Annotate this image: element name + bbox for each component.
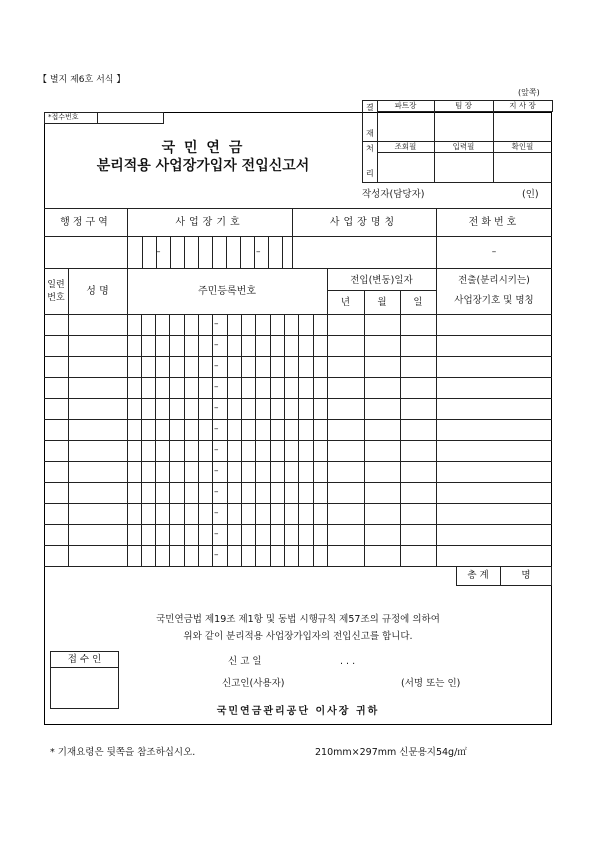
resident-number-cell (198, 377, 199, 398)
transfer-out-header-1: 전출(분리시키는) (458, 275, 530, 286)
resident-number-cell (255, 377, 256, 398)
name-header: 성 명 (86, 286, 109, 297)
code-cell-divider (226, 236, 227, 268)
resident-number-cell (241, 377, 242, 398)
resident-number-cell (284, 419, 285, 440)
form-title-line2: 분리적용 사업장가입자 전입신고서 (96, 158, 310, 174)
resident-number-cell (169, 398, 170, 419)
resident-number-cell (313, 398, 314, 419)
resident-number-cell (284, 440, 285, 461)
report-date-label: 신 고 일 (228, 656, 262, 667)
total-label: 총 계 (467, 570, 489, 581)
resident-number-cell (169, 482, 170, 503)
resident-number-cell (227, 440, 228, 461)
writer-label: 작성자(담당자) (362, 189, 425, 200)
resident-number-cell (241, 314, 242, 335)
resident-number-cell (141, 503, 142, 524)
resident-number-cell (198, 503, 199, 524)
resident-number-cell (141, 440, 142, 461)
resident-number-cell (313, 524, 314, 545)
resident-number-cell (212, 503, 213, 524)
phone-dash: – (491, 247, 497, 257)
resident-number-cell (184, 314, 185, 335)
resident-number-cell (270, 440, 271, 461)
resident-number-cell (313, 314, 314, 335)
code-cell-divider (198, 236, 199, 268)
resident-number-cell (241, 482, 242, 503)
resident-number-cell (241, 356, 242, 377)
resident-number-dash: – (214, 550, 219, 560)
approval-inquiry: 조회필 (394, 142, 417, 151)
resident-number-cell (270, 314, 271, 335)
workplace-name-header: 사업장명칭 (329, 217, 399, 228)
sign-label: (서명 또는 인) (401, 678, 461, 689)
resident-number-cell (270, 335, 271, 356)
resident-number-cell (298, 545, 299, 566)
resident-number-cell (227, 356, 228, 377)
resident-number-cell (284, 461, 285, 482)
resident-number-dash: – (214, 382, 219, 392)
resident-number-cell (241, 545, 242, 566)
resident-number-cell (313, 482, 314, 503)
resident-number-cell (184, 461, 185, 482)
resident-number-cell (141, 482, 142, 503)
resident-number-cell (212, 545, 213, 566)
resident-number-cell (241, 335, 242, 356)
approval-branch-head: 지 사 장 (509, 101, 536, 110)
resident-number-cell (298, 524, 299, 545)
serial-header-2: 번호 (47, 293, 65, 303)
resident-number-cell (284, 356, 285, 377)
resident-number-cell (212, 398, 213, 419)
transfer-date-header: 전입(변동)일자 (350, 275, 413, 286)
resident-number-cell (270, 398, 271, 419)
resident-number-cell (270, 356, 271, 377)
resident-number-cell (298, 419, 299, 440)
admin-region-header: 행정구역 (60, 217, 111, 228)
approval-side-4: 리 (366, 169, 374, 178)
resident-number-cell (141, 545, 142, 566)
report-date-value: . . . (340, 656, 356, 667)
resident-number-cell (141, 419, 142, 440)
resident-number-cell (169, 356, 170, 377)
resident-number-cell (227, 461, 228, 482)
resident-number-cell (198, 398, 199, 419)
resident-number-cell (169, 377, 170, 398)
approval-entry: 입력필 (452, 142, 475, 151)
resident-number-cell (284, 398, 285, 419)
resident-number-cell (212, 461, 213, 482)
approval-side-1: 결 (366, 103, 374, 112)
resident-number-cell (284, 524, 285, 545)
resident-number-cell (169, 440, 170, 461)
resident-number-cell (298, 398, 299, 419)
resident-number-cell (184, 398, 185, 419)
resident-number-cell (184, 419, 185, 440)
resident-number-cell (141, 356, 142, 377)
resident-number-cell (227, 335, 228, 356)
resident-number-cell (212, 335, 213, 356)
resident-number-cell (270, 377, 271, 398)
resident-number-cell (270, 503, 271, 524)
resident-number-cell (255, 482, 256, 503)
resident-number-dash: – (214, 445, 219, 455)
resident-number-cell (298, 314, 299, 335)
resident-number-cell (298, 377, 299, 398)
paper-spec: 210mm×297mm 신문용지54g/㎡ (315, 747, 467, 758)
resident-number-dash: – (214, 424, 219, 434)
resident-number-dash: – (214, 361, 219, 371)
resident-number-cell (212, 419, 213, 440)
receipt-number-label: *접수번호 (48, 113, 79, 121)
resident-number-cell (255, 503, 256, 524)
resident-number-cell (255, 398, 256, 419)
resident-number-cell (284, 503, 285, 524)
resident-number-cell (141, 524, 142, 545)
resident-number-cell (241, 440, 242, 461)
resident-number-cell (212, 482, 213, 503)
resident-number-dash: – (214, 403, 219, 413)
resident-number-cell (169, 335, 170, 356)
statement-line-2: 위와 같이 분리적용 사업장가입자의 전입신고를 합니다. (183, 631, 413, 642)
resident-number-cell (184, 356, 185, 377)
resident-number-cell (184, 545, 185, 566)
resident-number-cell (184, 524, 185, 545)
code-cell-divider (268, 236, 269, 268)
approval-team-leader: 팀 장 (455, 101, 472, 110)
resident-number-cell (255, 524, 256, 545)
resident-number-cell (227, 482, 228, 503)
resident-number-cell (155, 461, 156, 482)
resident-number-cell (212, 356, 213, 377)
resident-number-cell (198, 545, 199, 566)
resident-number-cell (198, 419, 199, 440)
resident-number-cell (298, 482, 299, 503)
resident-number-cell (270, 461, 271, 482)
resident-number-cell (141, 314, 142, 335)
resident-number-cell (241, 398, 242, 419)
resident-number-cell (184, 377, 185, 398)
resident-number-cell (241, 419, 242, 440)
resident-number-cell (198, 335, 199, 356)
resident-number-cell (313, 419, 314, 440)
resident-number-cell (155, 314, 156, 335)
resident-number-cell (313, 356, 314, 377)
resident-number-cell (284, 377, 285, 398)
resident-number-cell (141, 377, 142, 398)
resident-number-cell (169, 419, 170, 440)
resident-number-cell (184, 440, 185, 461)
resident-number-cell (241, 524, 242, 545)
resident-number-cell (155, 419, 156, 440)
resident-number-cell (298, 335, 299, 356)
resident-number-cell (298, 440, 299, 461)
resident-number-cell (227, 545, 228, 566)
total-unit: 명 (521, 570, 531, 581)
resident-number-cell (255, 461, 256, 482)
resident-number-cell (141, 398, 142, 419)
resident-number-cell (255, 356, 256, 377)
resident-number-cell (169, 503, 170, 524)
day-header: 일 (413, 297, 423, 308)
resident-number-cell (298, 503, 299, 524)
approval-confirm: 확인필 (511, 142, 534, 151)
code-cell-divider (170, 236, 171, 268)
resident-number-cell (270, 482, 271, 503)
year-header: 년 (340, 297, 351, 308)
code-cell-divider (240, 236, 241, 268)
resident-number-cell (227, 398, 228, 419)
resident-number-cell (141, 335, 142, 356)
statement-line-1: 국민연금법 제19조 제1항 및 동법 시행규칙 제57조의 규정에 의하여 (156, 614, 440, 625)
resident-number-cell (313, 545, 314, 566)
resident-number-cell (255, 440, 256, 461)
resident-number-cell (255, 545, 256, 566)
approval-side-2: 재 (366, 129, 374, 138)
writer-seal: (인) (522, 189, 539, 200)
resident-number-cell (284, 314, 285, 335)
resident-number-dash: – (214, 508, 219, 518)
form-title-line1: 국 민 연 금 (161, 140, 245, 156)
resident-number-cell (155, 398, 156, 419)
resident-number-cell (227, 419, 228, 440)
resident-number-cell (184, 482, 185, 503)
resident-number-cell (313, 377, 314, 398)
resident-number-cell (270, 524, 271, 545)
resident-number-cell (155, 503, 156, 524)
resident-number-cell (169, 524, 170, 545)
receiver-label: 접 수 인 (67, 654, 102, 665)
resident-number-dash: – (214, 466, 219, 476)
footnote: * 기재요령은 뒷쪽을 참조하십시오. (50, 747, 196, 758)
resident-number-cell (298, 356, 299, 377)
resident-number-cell (313, 440, 314, 461)
resident-number-cell (313, 335, 314, 356)
resident-number-cell (255, 335, 256, 356)
resident-number-cell (313, 461, 314, 482)
resident-number-cell (270, 545, 271, 566)
resident-number-cell (155, 524, 156, 545)
resident-number-cell (155, 377, 156, 398)
resident-number-cell (298, 461, 299, 482)
resident-number-cell (212, 314, 213, 335)
resident-number-cell (212, 440, 213, 461)
code-dash-1: – (156, 247, 161, 257)
resident-number-cell (169, 461, 170, 482)
resident-number-cell (198, 440, 199, 461)
resident-number-cell (155, 545, 156, 566)
transfer-out-header-2: 사업장기호 및 명칭 (454, 295, 534, 306)
resident-number-dash: – (214, 340, 219, 350)
resident-number-cell (198, 461, 199, 482)
resident-number-cell (270, 419, 271, 440)
resident-number-dash: – (214, 319, 219, 329)
code-dash-2: – (256, 247, 261, 257)
resident-number-cell (198, 482, 199, 503)
code-cell-divider (254, 236, 255, 268)
resident-number-cell (313, 503, 314, 524)
resident-number-dash: – (214, 487, 219, 497)
resident-number-cell (255, 419, 256, 440)
form-number: 【 별지 제6호 서식 】 (38, 75, 126, 85)
resident-number-dash: – (214, 529, 219, 539)
resident-number-header: 주민등록번호 (198, 286, 256, 297)
resident-number-cell (169, 545, 170, 566)
resident-number-cell (255, 314, 256, 335)
resident-number-cell (241, 461, 242, 482)
resident-number-cell (198, 356, 199, 377)
resident-number-cell (227, 377, 228, 398)
resident-number-cell (184, 503, 185, 524)
approval-side-3: 처 (366, 144, 374, 153)
side-label: (앞쪽) (518, 88, 540, 97)
resident-number-cell (284, 545, 285, 566)
resident-number-cell (155, 482, 156, 503)
resident-number-cell (241, 503, 242, 524)
reporter-label: 신고인(사용자) (222, 678, 285, 689)
workplace-code-header: 사업장기호 (175, 217, 244, 228)
resident-number-cell (184, 335, 185, 356)
resident-number-cell (284, 482, 285, 503)
resident-number-cell (155, 335, 156, 356)
resident-number-cell (227, 503, 228, 524)
phone-header: 전화번호 (468, 217, 520, 228)
code-cell-divider (212, 236, 213, 268)
resident-number-cell (227, 314, 228, 335)
resident-number-cell (227, 524, 228, 545)
resident-number-cell (169, 314, 170, 335)
resident-number-cell (155, 356, 156, 377)
code-cell-divider (142, 236, 143, 268)
resident-number-cell (212, 377, 213, 398)
resident-number-cell (141, 461, 142, 482)
month-header: 월 (377, 297, 387, 308)
resident-number-cell (198, 524, 199, 545)
resident-number-cell (284, 335, 285, 356)
approval-part-leader: 파트장 (394, 101, 417, 110)
resident-number-cell (212, 524, 213, 545)
code-cell-divider (282, 236, 283, 268)
addressee: 국민연금관리공단 이사장 귀하 (216, 706, 380, 717)
serial-header-1: 일련 (47, 280, 65, 290)
code-cell-divider (184, 236, 185, 268)
resident-number-cell (155, 440, 156, 461)
resident-number-cell (198, 314, 199, 335)
